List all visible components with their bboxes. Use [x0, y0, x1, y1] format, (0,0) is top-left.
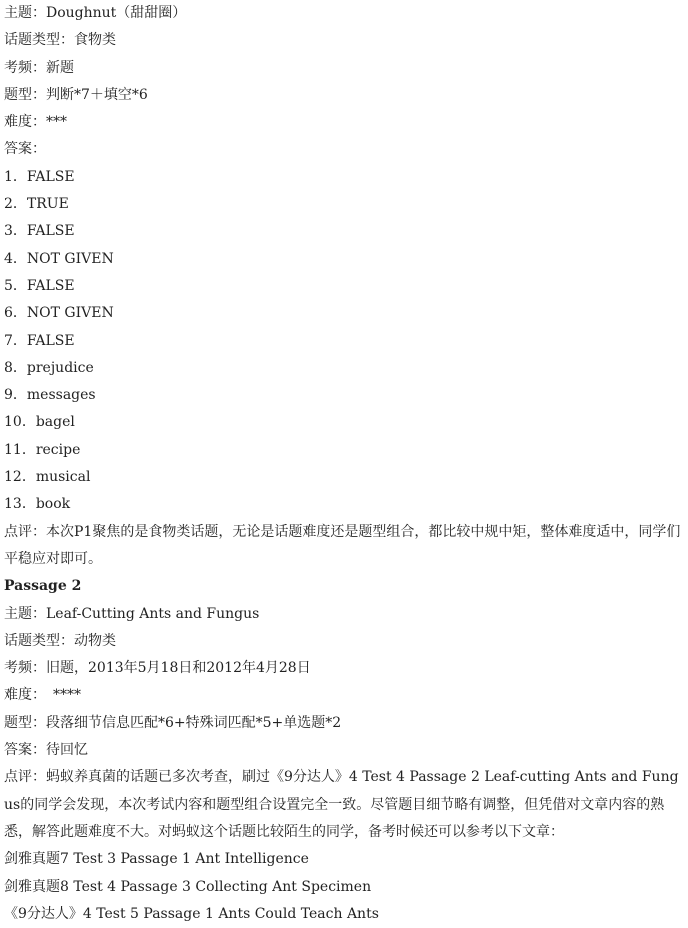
answer-item: 6．NOT GIVEN [4, 305, 114, 322]
p2-category: 话题类型：动物类 [4, 632, 116, 649]
p1-frequency: 考频：新题 [4, 59, 74, 76]
reference-item: 剑雅真题8 Test 4 Passage 3 Collecting Ant Specimen [4, 878, 372, 895]
p1-question-types: 题型：判断*7＋填空*6 [4, 86, 148, 103]
reference-item: 《9分达人》4 Test 5 Passage 1 Ants Could Teach Ants [4, 905, 379, 922]
p2-answers: 答案：待回忆 [4, 742, 88, 759]
p2-difficulty: 难度： **** [4, 687, 81, 704]
answer-item: 7．FALSE [4, 332, 75, 349]
answer-item: 1．FALSE [4, 168, 75, 185]
answer-item: 9．messages [4, 387, 96, 404]
p1-answers-label: 答案： [4, 141, 46, 158]
p1-comment: 点评：本次P1聚焦的是食物类话题，无论是话题难度还是题型组合，都比较中规中矩，整体难度适中，同学们平稳应对即可。 [4, 523, 681, 567]
p1-topic: 主题：Doughnut（甜甜圈） [4, 5, 187, 21]
answer-item: 2．TRUE [4, 196, 69, 213]
p1-difficulty: 难度：*** [4, 114, 67, 131]
answer-item: 10．bagel [4, 414, 75, 431]
p2-comment: 点评：蚂蚁养真菌的话题已多次考查，刷过《9分达人》4 Test 4 Passage 2 Leaf-cutting Ants and Fungus的同学会发现，本次考试内容和题型组合设置完全一致。尽管题目细节略有调整，但凭借对文章内容的熟悉，解答此题难度不大。对蚂蚁这个话题比较陌生的同学，备考时候还可以参考以下文章： [4, 769, 679, 840]
p2-question-types: 题型：段落细节信息匹配*6+特殊词匹配*5+单选题*2 [4, 714, 342, 731]
reference-item: 剑雅真题7 Test 3 Passage 1 Ant Intelligence [4, 851, 309, 868]
answer-item: 4．NOT GIVEN [4, 250, 114, 267]
answer-item: 3．FALSE [4, 223, 75, 240]
answer-item: 12．musical [4, 469, 91, 486]
answer-item: 11．recipe [4, 441, 81, 458]
p2-topic: 主题：Leaf-Cutting Ants and Fungus [4, 605, 260, 622]
answer-item: 5．FALSE [4, 277, 75, 294]
answer-item: 8．prejudice [4, 359, 94, 376]
p2-frequency: 考频：旧题，2013年5月18日和2012年4月28日 [4, 660, 311, 677]
passage-2-heading: Passage 2 [4, 578, 82, 595]
answer-item: 13．book [4, 496, 71, 513]
p1-category: 话题类型：食物类 [4, 32, 116, 49]
